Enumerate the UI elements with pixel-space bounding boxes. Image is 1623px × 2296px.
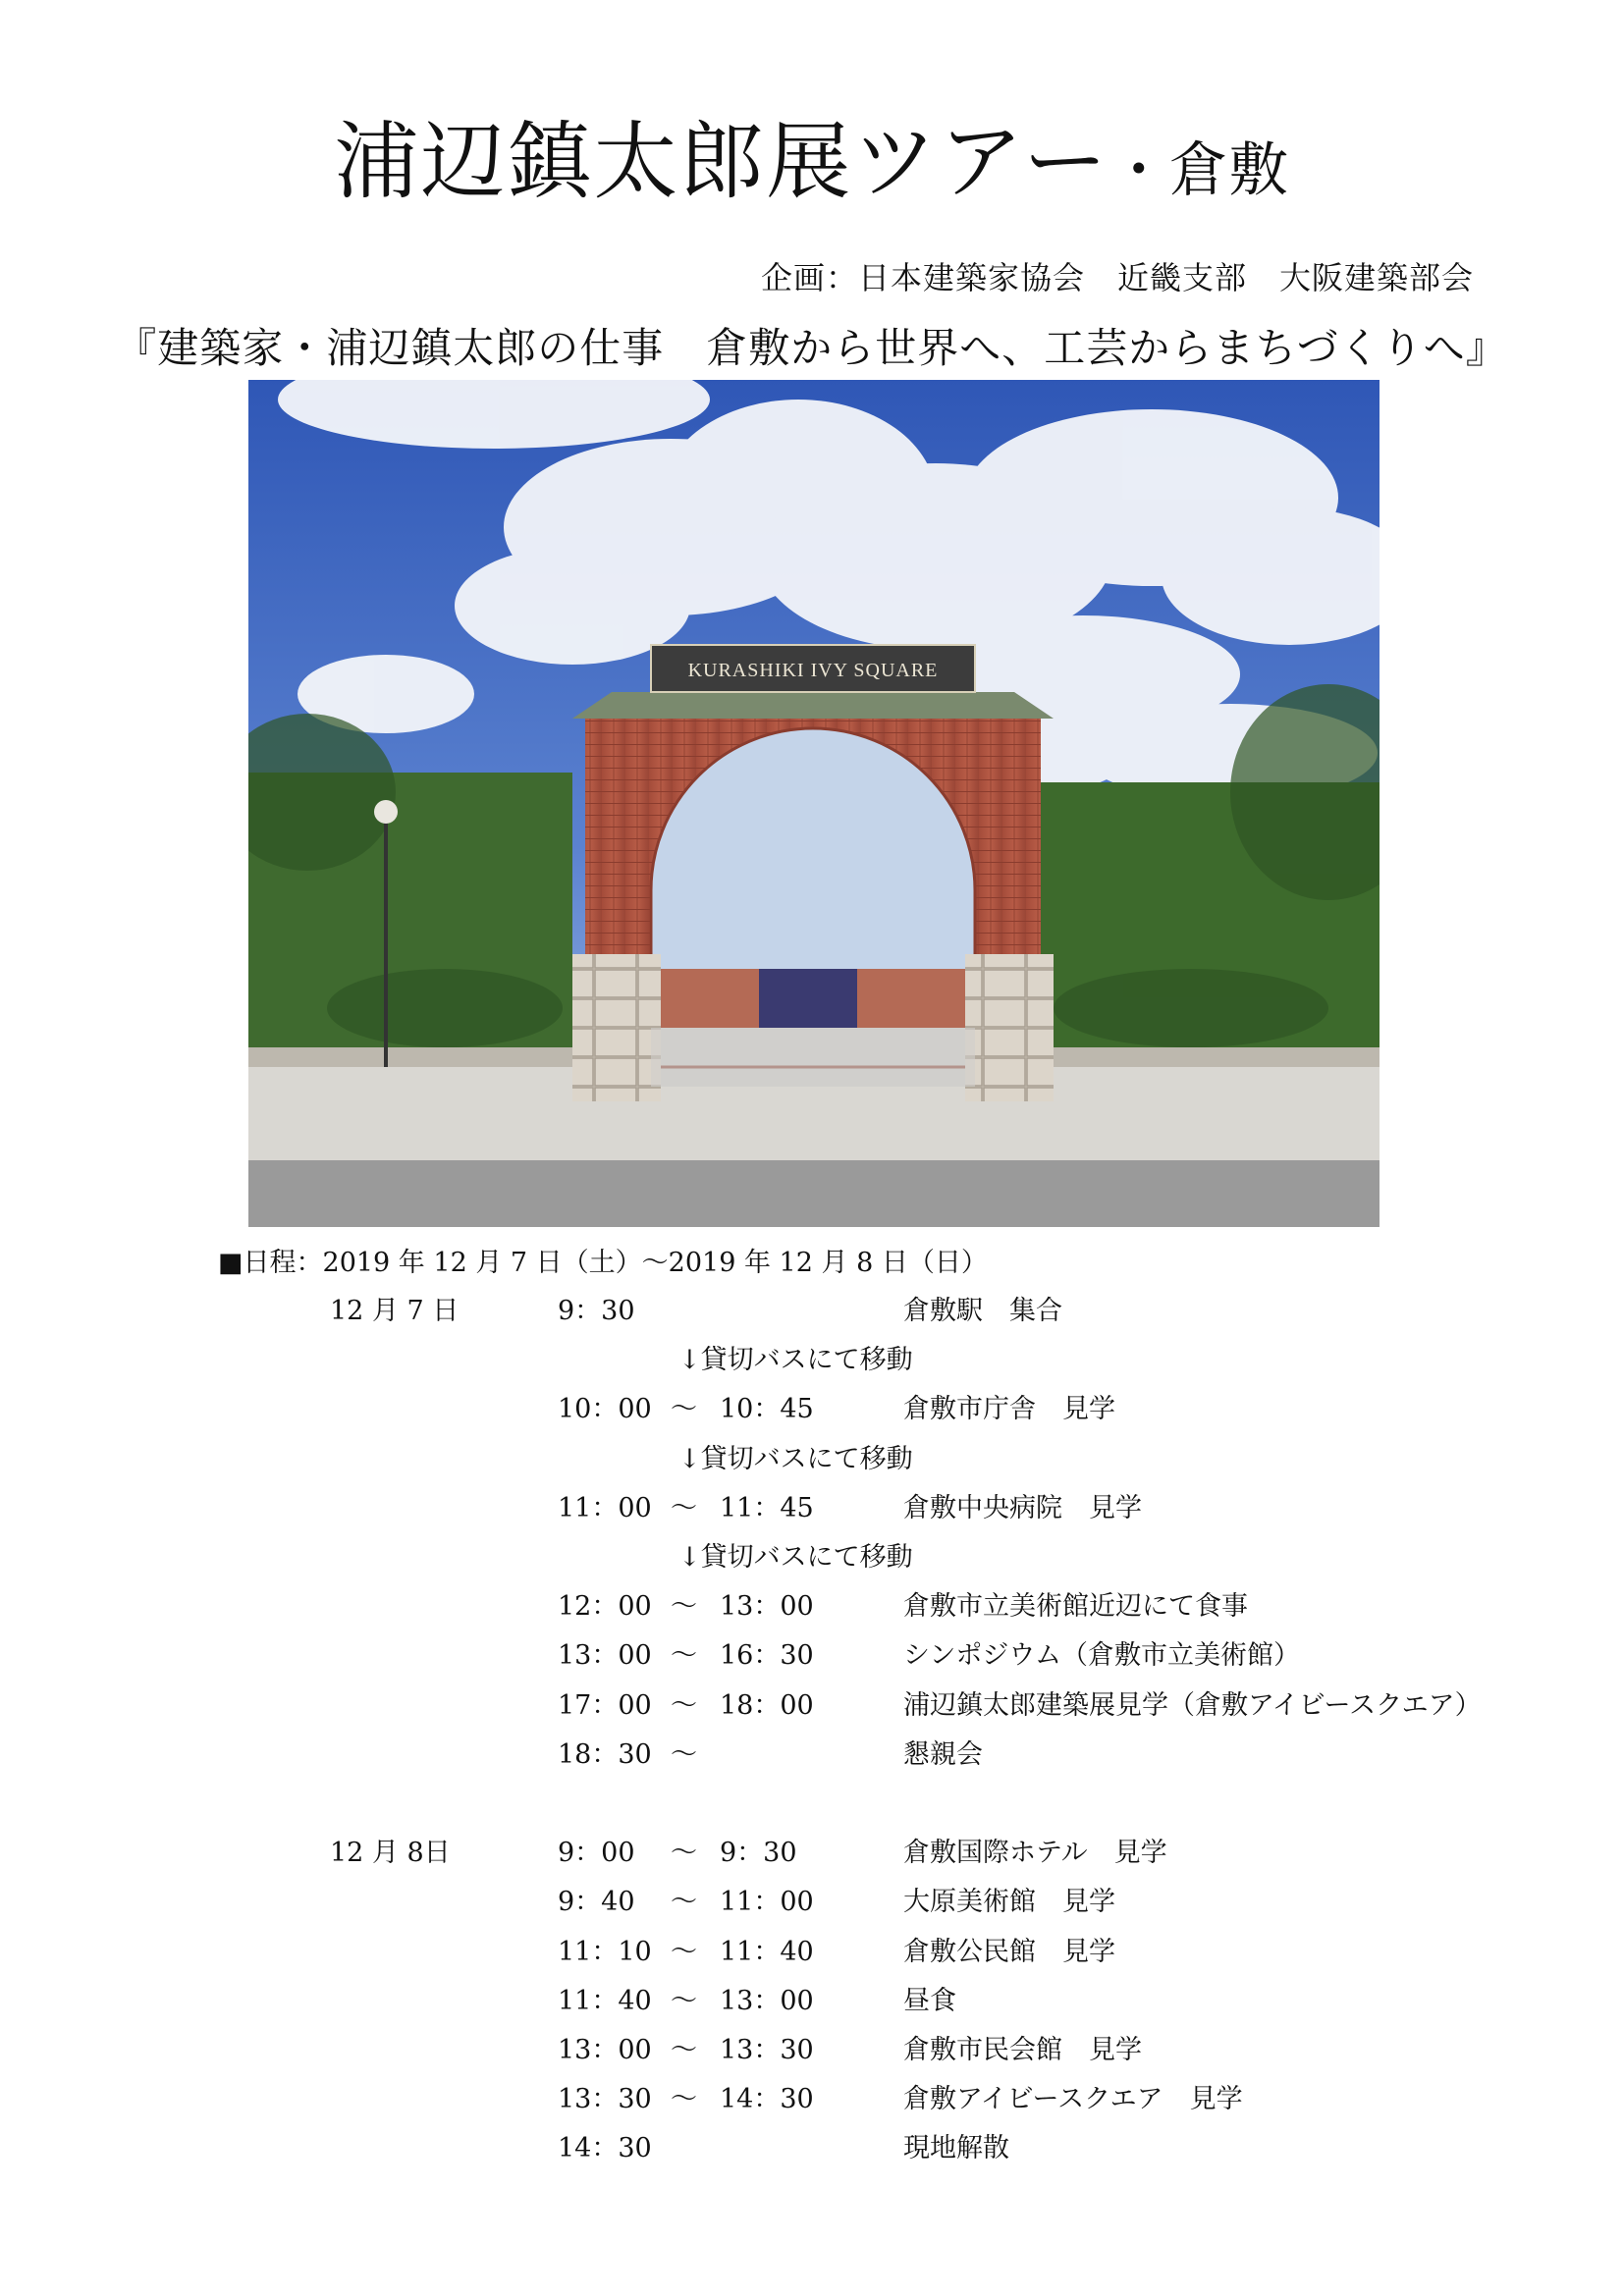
schedule-transfer-note: ↓貸切バスにて移動 (678, 1542, 913, 1573)
schedule-activity: 倉敷アイビースクエア 見学 (903, 2084, 1243, 2115)
schedule-activity: シンポジウム（倉敷市立美術館） (903, 1640, 1301, 1672)
schedule-activity: 倉敷公民館 見学 (903, 1936, 1115, 1967)
schedule-start-time: 13：00 (558, 1640, 652, 1672)
schedule-date: 12 月 7 日 (330, 1296, 460, 1326)
schedule-activity: 倉敷市民会館 見学 (903, 2035, 1142, 2065)
schedule-end-time: 13：30 (720, 2035, 814, 2065)
schedule-start-time: 10：00 (558, 1394, 652, 1425)
schedule-activity: 現地解散 (903, 2133, 1009, 2164)
schedule-end-time: 18：00 (720, 1689, 814, 1721)
schedule-end-time: 10：45 (720, 1394, 814, 1425)
schedule-end-time: 13：00 (720, 1985, 814, 2016)
schedule-end-time: 11：45 (720, 1492, 814, 1523)
schedule-activity: 大原美術館 見学 (903, 1887, 1115, 1918)
schedule-end-time: 11：00 (720, 1887, 814, 1918)
schedule-range-separator: ～ (671, 2035, 697, 2065)
schedule-start-time: 11：00 (558, 1492, 652, 1523)
schedule-start-time: 12：00 (558, 1591, 652, 1623)
schedule-start-time: 11：10 (558, 1936, 652, 1967)
schedule-activity: 昼食 (903, 1985, 956, 2016)
gate-illustration (248, 380, 1380, 1227)
schedule-transfer-note: ↓貸切バスにて移動 (678, 1345, 913, 1376)
schedule-activity: 倉敷市庁舎 見学 (903, 1394, 1115, 1425)
schedule-range-separator: ～ (671, 1985, 697, 2016)
schedule-range-separator: ～ (671, 1887, 697, 1918)
schedule-start-time: 17：00 (558, 1689, 652, 1721)
brick-gate (572, 692, 1054, 1101)
schedule-range-separator: ～ (671, 1738, 697, 1770)
schedule-start-time: 9：40 (558, 1887, 635, 1918)
schedule-start-time: 18：30 (558, 1738, 652, 1770)
schedule-range-separator: ～ (671, 1640, 697, 1672)
schedule-end-time: 11：40 (720, 1936, 814, 1967)
organizer-line: 企画：日本建築家協会 近畿支部 大阪建築部会 (760, 259, 1474, 296)
schedule-activity: 懇親会 (903, 1738, 983, 1770)
page-title (0, 113, 1623, 211)
schedule-range-separator: ～ (671, 1492, 697, 1523)
schedule-end-time: 16：30 (720, 1640, 814, 1672)
schedule-start-time: 9：30 (558, 1296, 635, 1326)
schedule-range-separator: ～ (671, 2084, 697, 2115)
schedule-activity: 倉敷駅 集合 (903, 1296, 1062, 1326)
schedule-range-separator: ～ (671, 1838, 697, 1869)
schedule-end-time: 14：30 (720, 2084, 814, 2115)
schedule-range-separator: ～ (671, 1394, 697, 1425)
exhibition-subtitle: 『建築家・浦辺鎮太郎の仕事 倉敷から世界へ、工芸からまちづくりへ』 (115, 324, 1508, 372)
schedule-start-time: 13：00 (558, 2035, 652, 2065)
schedule-start-time: 11：40 (558, 1985, 652, 2016)
ivy-square-gate-photo (248, 380, 1380, 1227)
schedule-activity: 倉敷中央病院 見学 (903, 1492, 1142, 1523)
schedule-date: 12 月 8日 (330, 1838, 451, 1869)
schedule-start-time: 9：00 (558, 1838, 635, 1869)
title-suffix: ・倉敷 (1109, 136, 1289, 205)
title-main: 浦辺鎮太郎展ツアー (334, 113, 1109, 211)
schedule-range-separator: ～ (671, 1591, 697, 1623)
schedule-range-separator: ～ (671, 1936, 697, 1967)
schedule-header: ■日程：2019 年 12 月 7 日（土）～2019 年 12 月 8 日（日） (218, 1248, 988, 1278)
gate-sign-text: KURASHIKI IVY SQUARE (687, 660, 939, 681)
schedule-activity: 浦辺鎮太郎建築展見学（倉敷アイビースクエア） (903, 1689, 1482, 1721)
schedule-activity: 倉敷市立美術館近辺にて食事 (903, 1591, 1248, 1623)
schedule-activity: 倉敷国際ホテル 見学 (903, 1838, 1167, 1869)
schedule-end-time: 9：30 (720, 1838, 797, 1869)
road (248, 1160, 1380, 1227)
schedule-end-time: 13：00 (720, 1591, 814, 1623)
schedule-start-time: 14：30 (558, 2133, 652, 2164)
schedule-transfer-note: ↓貸切バスにて移動 (678, 1443, 913, 1474)
schedule-range-separator: ～ (671, 1689, 697, 1721)
schedule-start-time: 13：30 (558, 2084, 652, 2115)
